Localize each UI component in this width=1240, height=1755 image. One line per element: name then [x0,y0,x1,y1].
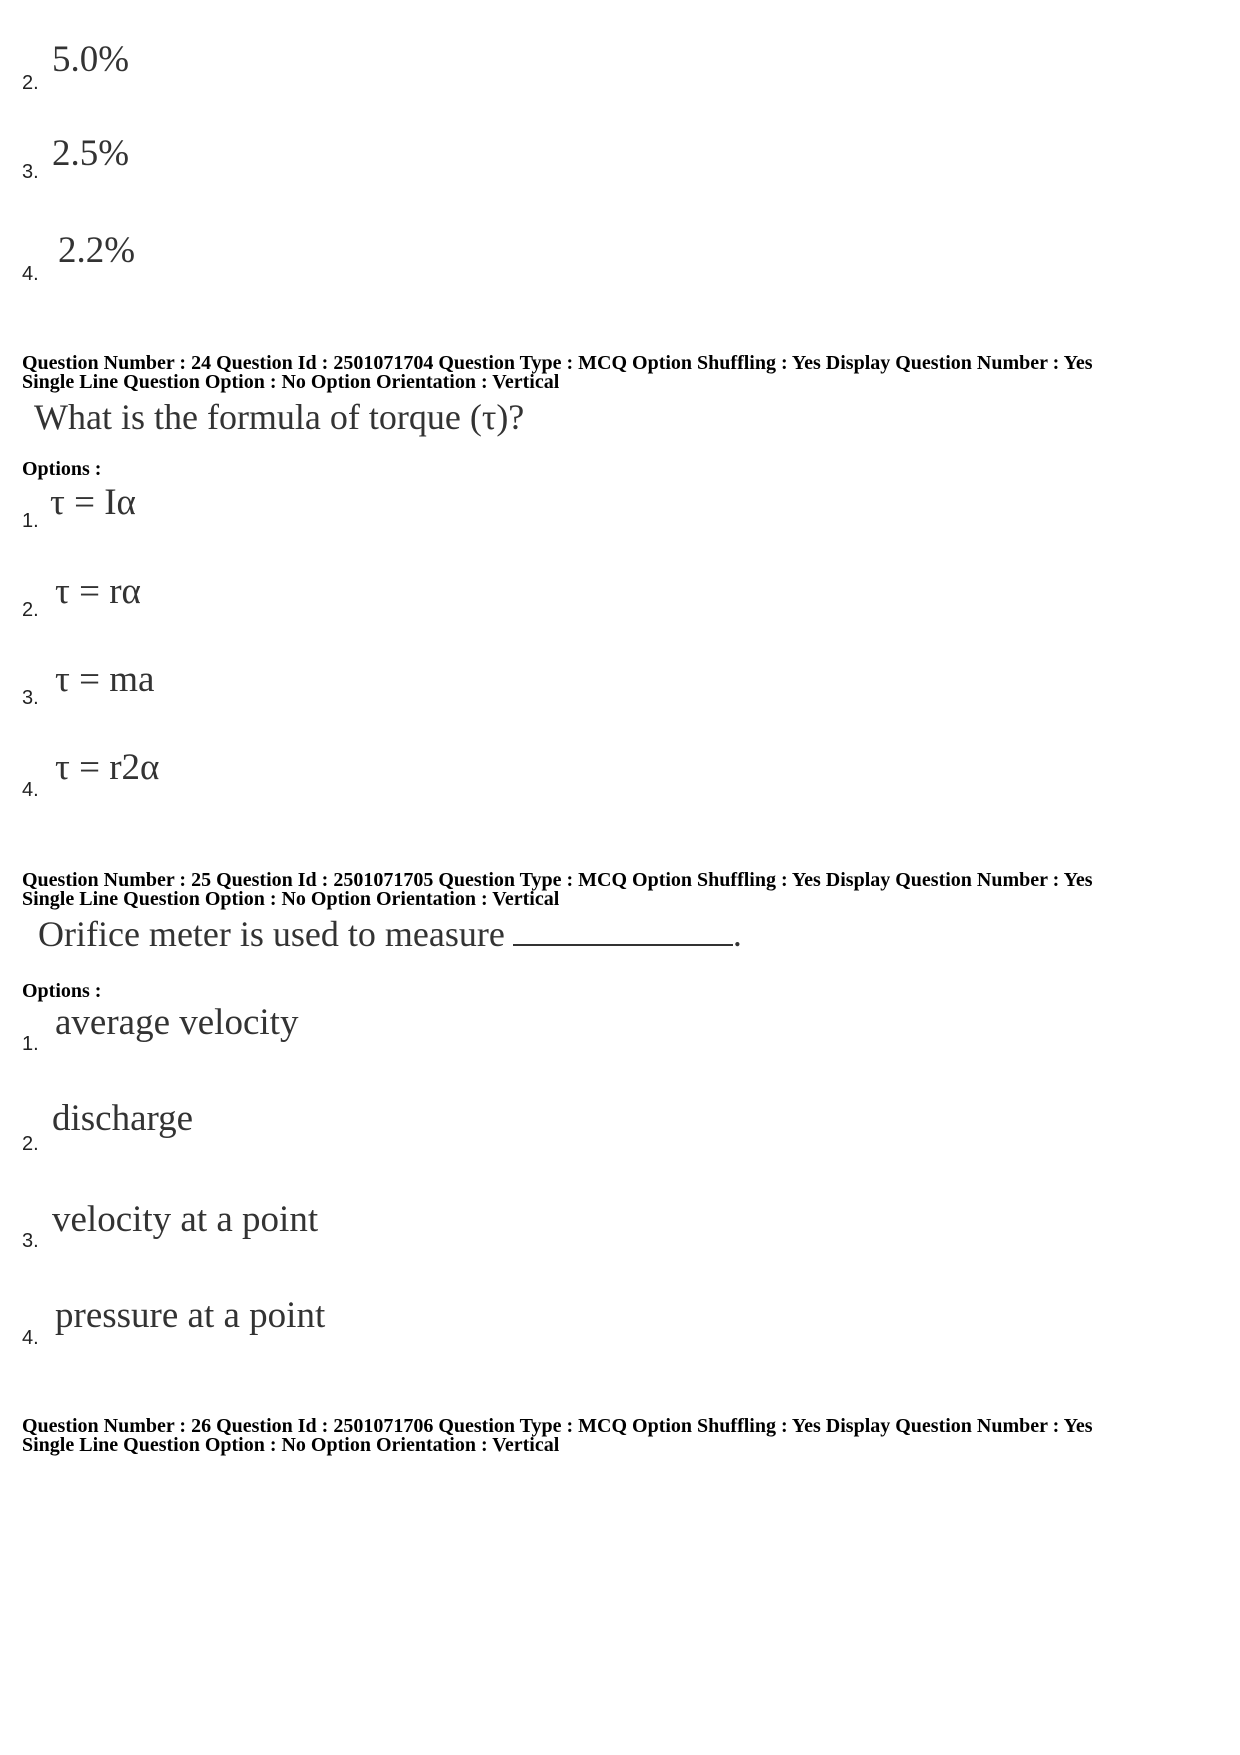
option-text: τ = r2α [55,747,160,788]
question-header-line1: Question Number : 24 Question Id : 2501071704 Question Type : MCQ Option Shuffling : Yes Display Question Number : Yes [22,352,1093,374]
option-number: 4. [22,263,39,285]
option-number: 1. [22,1033,39,1055]
option-text: 5.0% [52,39,130,80]
option-number: 2. [22,599,39,621]
option-text: average velocity [55,1002,299,1043]
option-text: discharge [52,1098,194,1139]
option-number: 2. [22,1133,39,1155]
option-text: τ = Iα [50,482,136,523]
option-number: 4. [22,1327,39,1349]
question-header-line2: Single Line Question Option : No Option Orientation : Vertical [22,888,560,910]
option-number: 3. [22,687,39,709]
option-text: τ = ma [55,659,155,700]
question-header-line2: Single Line Question Option : No Option Orientation : Vertical [22,371,560,393]
option-text: 2.2% [58,230,136,271]
question-header-line1: Question Number : 26 Question Id : 2501071706 Question Type : MCQ Option Shuffling : Yes Display Question Number : Yes [22,1415,1093,1437]
question-end: . [732,914,742,954]
options-label: Options : [22,458,102,480]
question-text [38,913,742,955]
option-number: 3. [22,161,39,183]
option-number: 4. [22,779,39,801]
option-text: velocity at a point [52,1199,319,1240]
option-text: 2.5% [52,133,130,174]
options-label: Options : [22,980,102,1002]
option-text: τ = rα [55,571,141,612]
option-number: 3. [22,1230,39,1252]
question-text: What is the formula of torque (τ)? [34,397,525,437]
question-stem: Orifice meter is used to measure [38,914,505,954]
question-header-line2: Single Line Question Option : No Option Orientation : Vertical [22,1434,560,1456]
option-number: 2. [22,72,39,94]
option-text: pressure at a point [55,1295,326,1336]
option-number: 1. [22,510,39,532]
question-header-line1: Question Number : 25 Question Id : 2501071705 Question Type : MCQ Option Shuffling : Yes Display Question Number : Yes [22,869,1093,891]
answer-blank [513,918,733,946]
